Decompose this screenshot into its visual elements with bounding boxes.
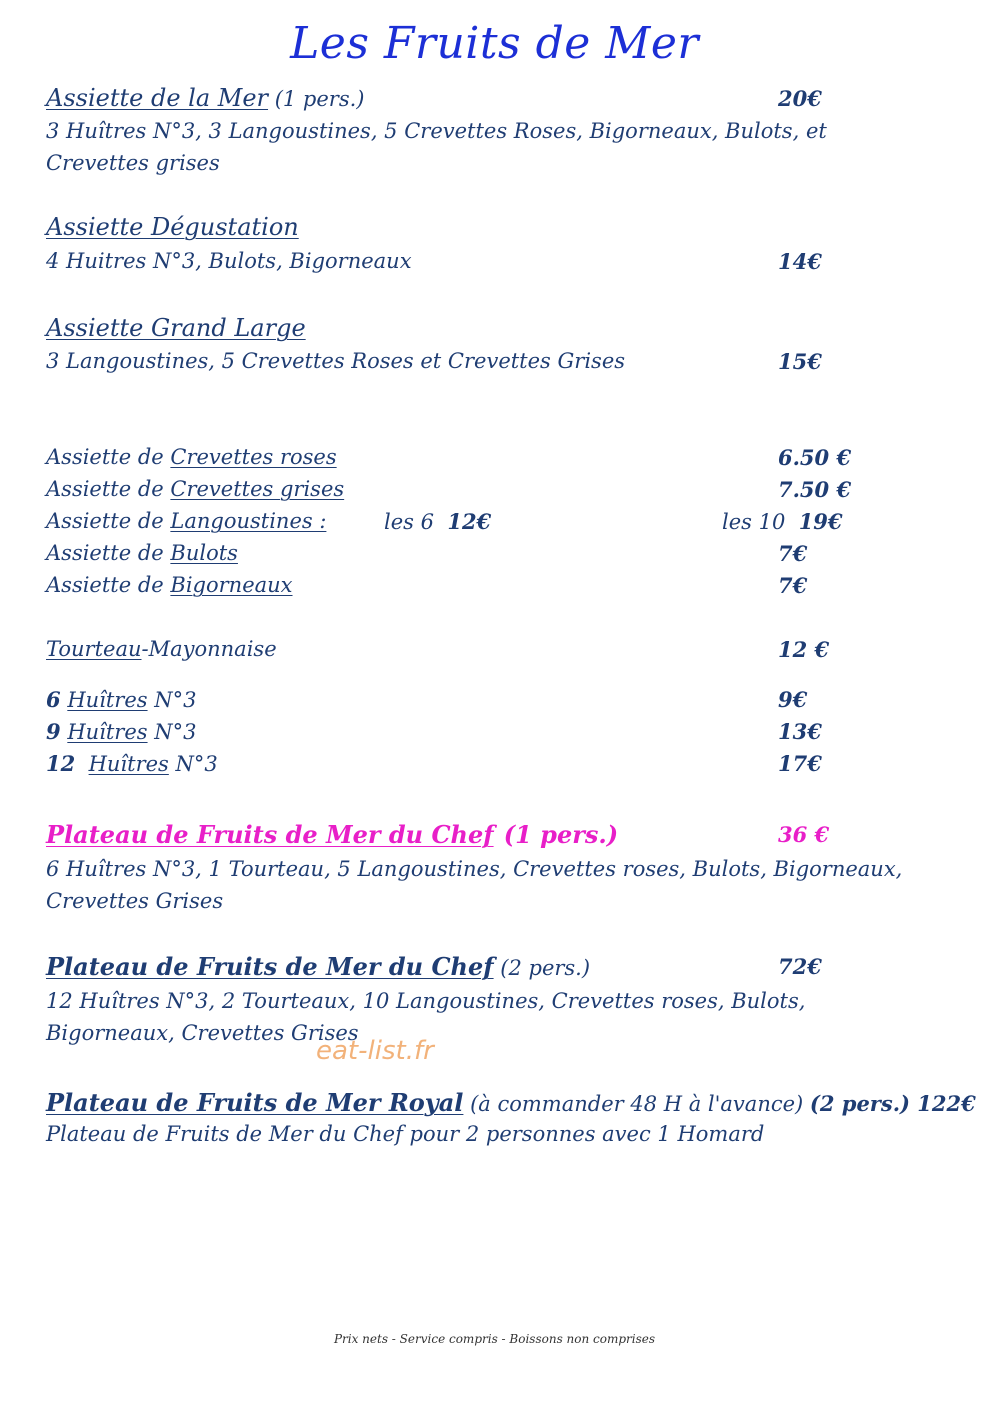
huitres-price: 13€ <box>778 719 822 744</box>
plateau-chef-2-price: 72€ <box>778 954 822 979</box>
huitres-qty: 6 <box>46 687 61 712</box>
plateau-chef-1-desc: 6 Huîtres N°3, 1 Tourteau, 5 Langoustines, Crevettes roses, Bulots, Bigorneaux, Crevettes Grises <box>46 857 903 913</box>
huitres-name: Huîtres <box>88 752 169 776</box>
huitres-item <box>46 751 218 776</box>
page-title: Les Fruits de Mer <box>290 18 699 69</box>
tourteau-name: Tourteau <box>46 637 142 661</box>
plateau-chef-1-heading <box>46 820 618 849</box>
crevettes-grises-price: 7.50 € <box>778 477 852 502</box>
huitres-name: Huîtres <box>67 688 148 712</box>
plateau-royal-price: 122€ <box>909 1091 976 1116</box>
plateau-royal-note: (à commander 48 H à l'avance) <box>463 1092 810 1116</box>
huitres-item <box>46 687 196 712</box>
huitres-qty: 9 <box>46 719 61 744</box>
langoustines-qty10: les 10 <box>722 510 786 534</box>
huitres-unit: N°3 <box>147 688 197 712</box>
huitres-name: Huîtres <box>67 720 148 744</box>
assiette-mer-desc: 3 Huîtres N°3, 3 Langoustines, 5 Crevettes Roses, Bigorneaux, Bulots, et Crevettes grises <box>46 119 827 175</box>
assiette-langoustines <box>46 509 326 533</box>
assiette-degustation-name: Assiette Dégustation <box>46 213 299 241</box>
plateau-chef-1-price: 36 € <box>778 822 830 847</box>
tourteau-price: 12 € <box>778 637 830 662</box>
tourteau-item <box>46 637 277 661</box>
assiette-prefix: Assiette de <box>46 509 171 533</box>
assiette-grand-large-desc: 3 Langoustines, 5 Crevettes Roses et Crevettes Grises <box>46 349 626 373</box>
plateau-chef-2-name: Plateau de Fruits de Mer du Chef <box>46 952 494 981</box>
crevettes-grises-name: Crevettes grises <box>170 477 345 501</box>
tourteau-rest: -Mayonnaise <box>141 637 277 661</box>
assiette-grand-large-price: 15€ <box>778 349 822 374</box>
assiette-degustation-desc: 4 Huitres N°3, Bulots, Bigorneaux <box>46 249 412 273</box>
assiette-prefix: Assiette de <box>46 541 171 565</box>
plateau-chef-1-note: (1 pers.) <box>503 820 619 849</box>
langoustines-ten <box>722 509 843 534</box>
assiette-bulots <box>46 541 238 565</box>
assiette-prefix: Assiette de <box>46 573 171 597</box>
huitres-unit: N°3 <box>147 720 197 744</box>
assiette-bigorneaux <box>46 573 293 597</box>
langoustines-price6: 12€ <box>447 509 492 534</box>
plateau-royal-name: Plateau de Fruits de Mer Royal <box>46 1088 464 1117</box>
assiette-mer-price: 20€ <box>778 86 822 111</box>
assiette-degustation-price: 14€ <box>778 249 822 274</box>
assiette-mer-heading <box>46 84 365 112</box>
bigorneaux-price: 7€ <box>778 573 808 598</box>
plateau-chef-2-desc: 12 Huîtres N°3, 2 Tourteaux, 10 Langoustines, Crevettes roses, Bulots, Bigorneaux, Crevettes Grises <box>46 989 806 1045</box>
assiette-prefix: Assiette de <box>46 477 171 501</box>
langoustines-qty6: les 6 <box>384 510 434 534</box>
bigorneaux-name: Bigorneaux <box>170 573 293 597</box>
plateau-chef-2-heading <box>46 952 590 981</box>
assiette-grand-large-name: Assiette Grand Large <box>46 314 306 342</box>
watermark: eat-list.fr <box>316 1036 434 1066</box>
plateau-royal-desc: Plateau de Fruits de Mer du Chef pour 2 personnes avec 1 Homard <box>46 1122 765 1146</box>
bulots-price: 7€ <box>778 541 808 566</box>
huitres-price: 9€ <box>778 687 808 712</box>
plateau-chef-2-note: (2 pers.) <box>493 956 591 980</box>
assiette-prefix: Assiette de <box>46 445 171 469</box>
plateau-royal-pers: (2 pers.) <box>809 1091 910 1116</box>
huitres-qty: 12 <box>46 751 76 776</box>
assiette-mer-note: (1 pers.) <box>268 87 365 111</box>
assiette-crevettes-roses <box>46 445 337 469</box>
footer-note: Prix nets - Service compris - Boissons non comprises <box>333 1332 656 1346</box>
huitres-price: 17€ <box>778 751 822 776</box>
langoustines-price10: 19€ <box>798 509 843 534</box>
plateau-chef-1-name: Plateau de Fruits de Mer du Chef <box>46 820 494 849</box>
assiette-crevettes-grises <box>46 477 344 501</box>
crevettes-roses-name: Crevettes roses <box>170 445 337 469</box>
bulots-name: Bulots <box>170 541 238 565</box>
langoustines-six <box>384 509 491 534</box>
crevettes-roses-price: 6.50 € <box>778 445 852 470</box>
plateau-royal-heading <box>46 1088 976 1117</box>
huitres-item <box>46 719 196 744</box>
assiette-mer-name: Assiette de la Mer <box>46 84 269 112</box>
huitres-unit: N°3 <box>168 752 218 776</box>
langoustines-name: Langoustines : <box>170 509 327 533</box>
